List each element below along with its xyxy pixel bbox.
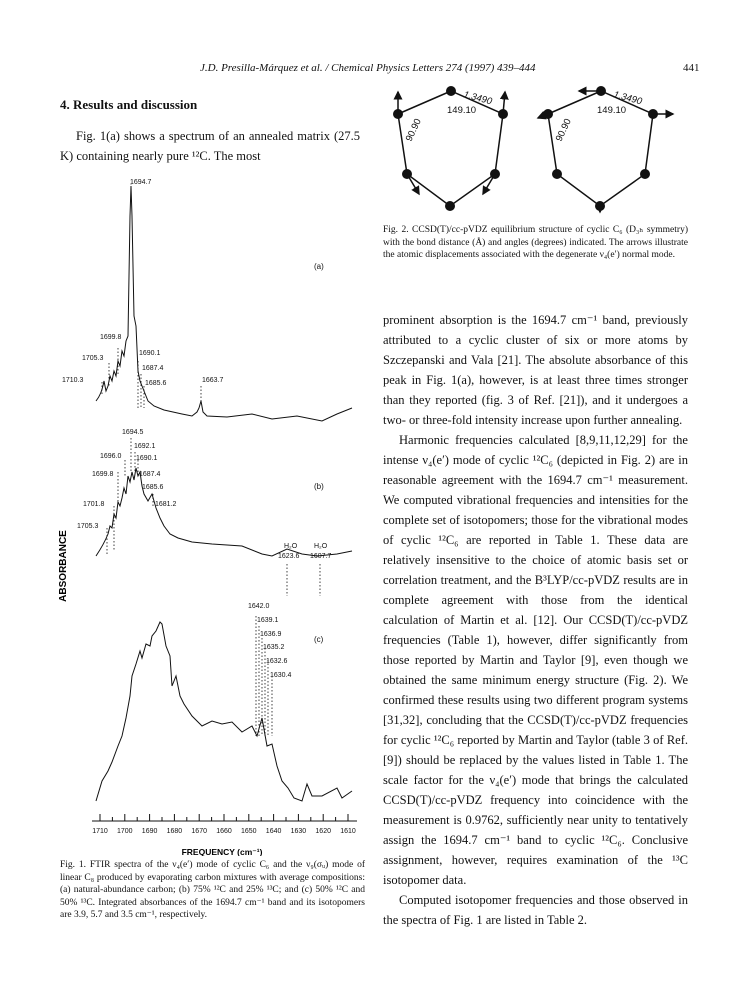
peak-label: 1607.7 bbox=[310, 553, 332, 560]
peak-label: 1635.2 bbox=[263, 644, 285, 651]
peak-label: 1705.3 bbox=[77, 523, 99, 530]
spectrum-c-trace bbox=[96, 622, 352, 801]
x-tick-label: 1630 bbox=[290, 828, 307, 835]
bond-length-label: 1.3490 bbox=[462, 89, 494, 108]
page-number: 441 bbox=[683, 62, 700, 74]
x-tick-label: 1660 bbox=[216, 828, 232, 835]
water-label: H₂O bbox=[314, 543, 328, 550]
right-column-text bbox=[383, 310, 688, 930]
panel-a-droplines bbox=[102, 184, 201, 408]
x-tick-label: 1710 bbox=[92, 828, 108, 835]
x-tick-label: 1650 bbox=[241, 828, 257, 835]
y-axis-label: ABSORBANCE bbox=[58, 530, 69, 602]
x-tick-label: 1690 bbox=[141, 828, 158, 835]
panel-label-a: (a) bbox=[314, 262, 324, 271]
peak-label: 1701.8 bbox=[83, 501, 105, 508]
peak-label: 1636.9 bbox=[260, 631, 282, 638]
figure-2-caption: Fig. 2. CCSD(T)/cc-pVDZ equilibrium structure of cyclic C₆ (D₃ₕ symmetry) with the bond distance (Å) and angles (degrees) indicated. The arrows illustrate the atomic displacements associated with the degenerate ν₄(e′) normal mode. bbox=[383, 225, 688, 260]
x-axis bbox=[92, 814, 357, 821]
peak-label: 1690.1 bbox=[136, 455, 158, 462]
panel-label-c: (c) bbox=[314, 635, 324, 644]
peak-label: 1699.8 bbox=[92, 471, 114, 478]
running-title: J.D. Presilla-Márquez et al. / Chemical Physics Letters 274 (1997) 439–444 bbox=[200, 62, 536, 74]
paragraph: prominent absorption is the 1694.7 cm⁻¹ band, previously attributed to a cyclic cluster of six or more atoms by Szczepanski and Vala [21]. The absolute absorbance of this peak in Fig. 1(a), however, is at least three times stronger than they reported (fig. 3 of Ref. [21]), and it undergoes a two- or three-fold intensity increase upon further annealing. bbox=[383, 313, 688, 427]
peak-label: 1699.8 bbox=[100, 334, 122, 341]
panel-c bbox=[96, 622, 352, 801]
peak-label: 1694.7 bbox=[130, 179, 152, 186]
peak-label: 1685.6 bbox=[145, 380, 167, 387]
peak-label: 1696.0 bbox=[100, 453, 122, 460]
peak-label: 1681.2 bbox=[155, 501, 177, 508]
peak-label: 1687.4 bbox=[142, 365, 164, 372]
paragraph: Harmonic frequencies calculated [8,9,11,12,29] for the intense ν₄(e′) mode of cyclic ¹²C₆ (depicted in Fig. 2) are in reasonable agreement with the 1694.7 cm⁻¹ measurement. We computed vibrational frequencies and intensities for the complete set of isotopomers; those for the vibrational modes of cyclic ¹²C₆ are reported in Table 1. These data are relatively insensitive to the choice of atomic basis set or correlation treatment, and the B³LYP/cc-pVDZ results are in complete agreement with those from the identical calculation of Martin et al. [12]. Our CCSD(T)/cc-pVDZ frequencies (Table 1), however, differ significantly from those reported by Martin and Taylor [9], even though we obtained the same minimum energy structure (Fig. 2). We confirmed these results using two different program systems [31,32], concluding that the CCSD(T)/cc-pVDZ frequencies for cyclic ¹²C₆ reported by Martin and Taylor (table 3 of Ref. [9]) should be replaced by the values listed in Table 1. The scale factor for the ν₄(e′) mode that brings the calculated CCSD(T)/cc-pVDZ frequency into coincidence with the measurement is 0.9762, sufficiently near unity to tentatively assign the 1694.7 cm⁻¹ band to cyclic ¹²C₆. Conclusive assignment, however, requires examination of the ¹³C isotopomer data. bbox=[383, 433, 688, 887]
peak-label: 1642.0 bbox=[248, 603, 270, 610]
water-label: H₂O bbox=[284, 543, 298, 550]
peak-label: 1710.3 bbox=[62, 377, 84, 384]
peak-label: 1687.4 bbox=[139, 471, 161, 478]
section-title: 4. Results and discussion bbox=[60, 97, 198, 112]
x-axis-label: FREQUENCY (cm⁻¹) bbox=[181, 847, 263, 856]
peak-label: 1694.5 bbox=[122, 429, 144, 436]
paragraph: Computed isotopomer frequencies and those observed in the spectra of Fig. 1 are listed in Table 2. bbox=[383, 893, 688, 927]
x-tick-label: 1700 bbox=[117, 828, 133, 835]
peak-label: 1692.1 bbox=[134, 443, 156, 450]
figure-1-caption: Fig. 1. FTIR spectra of the ν₄(e′) mode of cyclic C₆ and the ν₉(σᵤ) mode of linear C₈ produced by evaporating carbon mixtures with average compositions: (a) natural-abundance carbon; (b) 75% ¹²C and 25% ¹³C; and (c) 50% ¹²C and 50% ¹³C. Integrated absorbances of the 1694.7 cm⁻¹ band and its isotopomers are 3.9, 5.7 and 3.5 cm⁻¹, respectively. bbox=[60, 860, 365, 920]
peak-label: 1639.1 bbox=[257, 617, 279, 624]
panel-a bbox=[96, 186, 352, 421]
angle-large-label: 149.10 bbox=[597, 105, 627, 116]
bond-length-label: 1.3490 bbox=[612, 89, 644, 108]
peak-label: 1663.7 bbox=[202, 377, 224, 384]
peak-label: 1690.1 bbox=[139, 350, 161, 357]
intro-paragraph: Fig. 1(a) shows a spectrum of an annealed matrix (27.5 K) containing nearly pure ¹²C. The most bbox=[60, 129, 360, 163]
x-tick-label: 1620 bbox=[315, 828, 331, 835]
angle-small-label: 90.90 bbox=[553, 117, 574, 144]
panel-label-b: (b) bbox=[314, 482, 324, 491]
x-tick-label: 1640 bbox=[265, 828, 282, 835]
spectrum-a-trace bbox=[96, 186, 352, 421]
x-tick-label: 1610 bbox=[340, 828, 356, 835]
x-tick-label: 1670 bbox=[191, 828, 207, 835]
peak-label: 1630.4 bbox=[270, 672, 292, 679]
peak-label: 1705.3 bbox=[82, 355, 104, 362]
figure-2-structure bbox=[383, 84, 688, 219]
angle-small-label: 90.90 bbox=[403, 117, 424, 144]
figure-1-spectra bbox=[52, 176, 372, 856]
angle-large-label: 149.10 bbox=[447, 105, 477, 116]
peak-label: 1632.6 bbox=[266, 658, 288, 665]
peak-label: 1623.6 bbox=[278, 553, 300, 560]
peak-label: 1685.6 bbox=[142, 484, 164, 491]
x-tick-label: 1680 bbox=[166, 828, 183, 835]
